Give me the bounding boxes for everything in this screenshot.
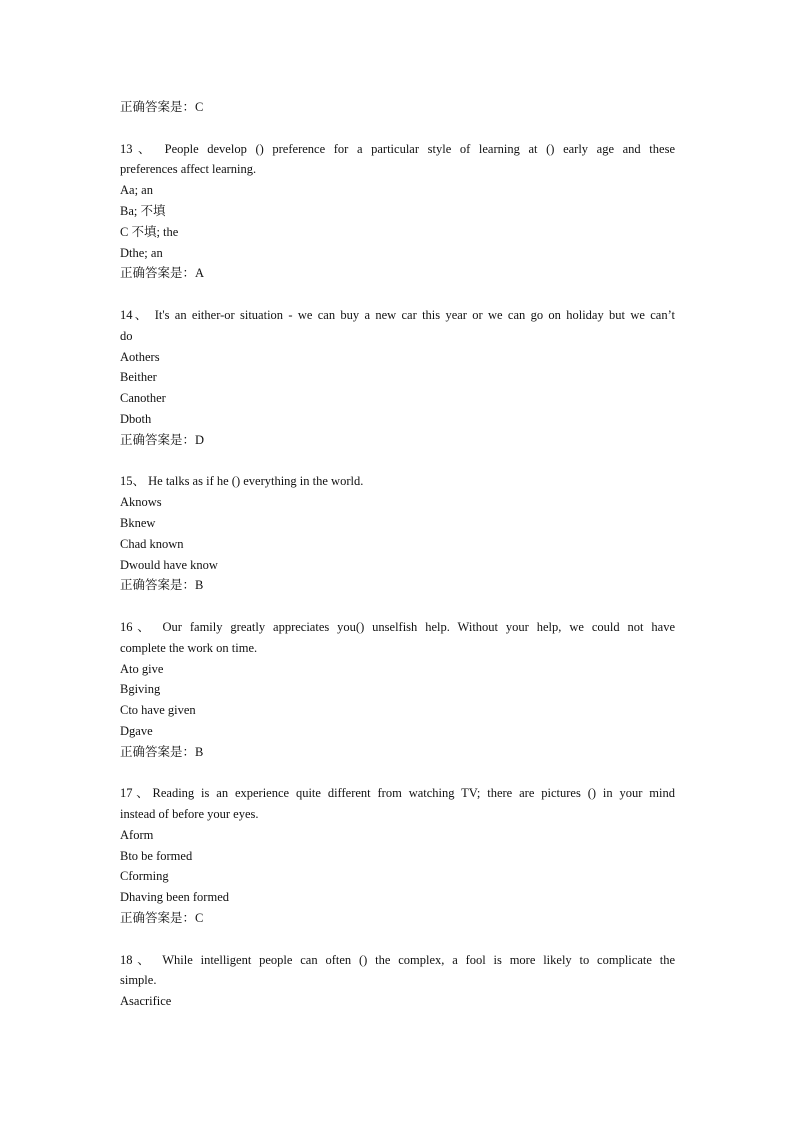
question-stem-cont: instead of before your eyes.	[120, 807, 259, 822]
question-stem-cont: preferences affect learning.	[120, 162, 257, 177]
option-d: Dboth	[120, 411, 152, 426]
question-stem-cont: do	[120, 328, 133, 343]
option-a: Aothers	[120, 349, 160, 364]
question-13	[120, 139, 675, 285]
question-stem: 14、 It's an either-or situation - we can buy a new car this year or we can go on holiday but we can’t	[120, 307, 675, 322]
option-a: Aform	[120, 827, 154, 842]
option-c: Chad known	[120, 536, 184, 551]
spacer	[120, 596, 675, 617]
spacer	[120, 929, 675, 950]
option-d: Dhaving been formed	[120, 890, 229, 905]
answer-line: 正确答案是：D	[120, 432, 205, 447]
answer-line: 正确答案是：B	[120, 578, 204, 593]
spacer	[120, 451, 675, 472]
option-c: Canother	[120, 391, 166, 406]
document-page	[120, 97, 675, 1012]
question-14	[120, 305, 675, 451]
option-c: C 不填; the	[120, 224, 179, 239]
spacer	[120, 763, 675, 784]
option-a: Ato give	[120, 661, 164, 676]
answer-line: 正确答案是：C	[120, 100, 204, 114]
question-17	[120, 783, 675, 929]
option-d: Dgave	[120, 723, 153, 738]
question-stem: 13、 People develop () preference for a particular style of learning at () early age and these	[120, 141, 675, 156]
answer-line: 正确答案是：C	[120, 911, 204, 926]
question-stem-cont: simple.	[120, 973, 157, 988]
question-stem: 15、 He talks as if he () everything in the world.	[120, 474, 364, 489]
option-d: Dthe; an	[120, 245, 163, 260]
option-b: Bknew	[120, 515, 156, 530]
answer-line: 正确答案是：B	[120, 744, 204, 759]
question-stem-cont: complete the work on time.	[120, 640, 258, 655]
spacer	[120, 284, 675, 305]
question-stem: 16、 Our family greatly appreciates you() unselfish help. Without your help, we could not have	[120, 619, 675, 634]
option-a: Aknows	[120, 495, 162, 510]
option-a: Aa; an	[120, 183, 153, 198]
option-b: Bgiving	[120, 682, 161, 697]
spacer	[120, 118, 675, 139]
question-16	[120, 617, 675, 763]
option-b: Ba; 不填	[120, 203, 166, 218]
question-stem: 18、 While intelligent people can often () the complex, a fool is more likely to complicate the	[120, 952, 675, 967]
option-c: Cforming	[120, 869, 169, 884]
option-d: Dwould have know	[120, 557, 218, 572]
option-a: Asacrifice	[120, 994, 172, 1009]
question-15	[120, 471, 675, 596]
question-stem: 17、Reading is an experience quite different from watching TV; there are pictures () in your mind	[120, 786, 675, 801]
option-b: Beither	[120, 370, 157, 385]
answer-line: 正确答案是：A	[120, 266, 205, 281]
question-18	[120, 950, 675, 1012]
option-c: Cto have given	[120, 703, 196, 718]
option-b: Bto be formed	[120, 848, 193, 863]
